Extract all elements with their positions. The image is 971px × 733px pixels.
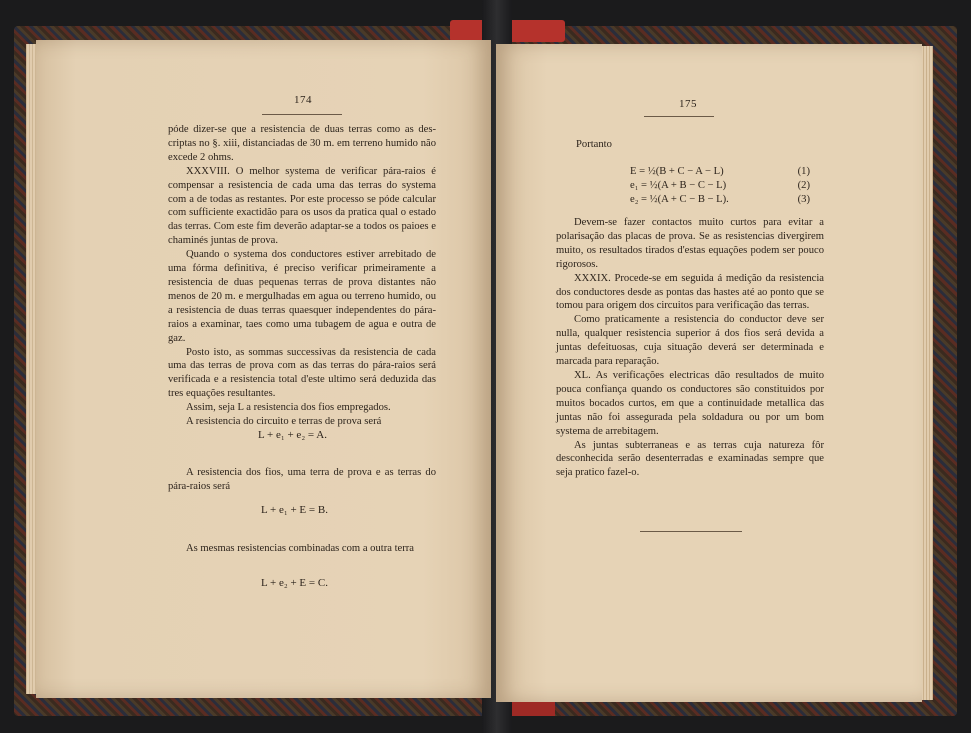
intro-line — [576, 138, 816, 152]
right-text-block — [556, 216, 824, 480]
left-page — [36, 40, 491, 698]
page-number: 174 — [294, 94, 312, 106]
equation-list — [630, 165, 810, 207]
paragraph: Como praticamente a resistencia do conductor deve ser nulla, qualquer resistencia superior á dos fios será devida a juntas defeituosas, cuja situação deverá ser determinada e marcada para reparação. — [556, 314, 824, 368]
right-page-edges — [921, 46, 933, 700]
paragraph: Assim, seja L a resistencia dos fios empregados. — [186, 402, 391, 414]
end-rule — [640, 531, 742, 532]
paragraph: A resistencia dos fios, uma terra de prova e as terras do pára-raios será — [168, 467, 436, 492]
page-number: 175 — [679, 98, 697, 110]
left-text-block-2 — [168, 466, 436, 494]
equation-number: (2) — [797, 179, 810, 191]
equation-row — [630, 165, 810, 179]
paragraph: XXXIX. Procede-se em seguida á medição da resistencia dos conductores desde as pontas das hastes até ao ponto que se tomou para origem dos circuitos para verificação das terras. — [556, 272, 824, 312]
paragraph: Devem-se fazer contactos muito curtos para evitar a polarisação das placas de prova. Se as resistencias divergirem muito, os resultados tirados d'estas equações podem ser pouco rigorosos. — [556, 217, 824, 270]
paragraph: As mesmas resistencias combinadas com a outra terra — [186, 543, 414, 554]
equation-c: L + e₂ + E = C. — [261, 577, 328, 589]
left-text-block-3 — [168, 542, 436, 556]
header-rule — [262, 114, 342, 115]
paragraph: Posto isto, as sommas successivas da resistencia de cada uma das terras de prova com as das terras do pára-raios será verificada e a resistencia total d'este ultimo será deduzida das tres equações resultantes. — [168, 346, 436, 400]
paragraph: póde dizer-se que a resistencia de duas terras como as descriptas no §. xiii, distanciadas de 30 m. em terreno humido não excede 2 ohms. — [168, 124, 436, 163]
equation-row — [630, 193, 810, 207]
equation-row — [630, 179, 810, 193]
paragraph: A resistencia do circuito e terras de prova será — [186, 416, 382, 428]
paragraph: Quando o systema dos conductores estiver arrebitado de uma fórma definitiva, é preciso verificar primeiramente a resistencia de duas pequenas terras de prova distantes não menos de 20 m. e mergulhadas em agua ou terreno humido, ou a resistencia de duas terras quaesquer independentes do pára-raios a examinar, taes como uma tubagem de agua e outra de gaz. — [168, 249, 436, 344]
paragraph: XXXVIII. O melhor systema de verificar pára-raios é compensar a resistencia de cada uma das terras do systema com a de todas as restantes. Por este processo se póde calcular com sufficiente exactidão para os usos da pratica qual o estado das terras. Com este fim deverão adaptar-se a todos os paioes e chaminés juntas de prova. — [168, 165, 436, 247]
header-rule — [644, 116, 714, 117]
right-page — [496, 44, 922, 702]
equation-number: (3) — [797, 193, 810, 205]
paragraph: As juntas subterraneas e as terras cuja natureza fôr desconhecida serão desenterradas e examinadas sempre que seja pratico fazel-o. — [556, 439, 824, 479]
equation-b: L + e₁ + E = B. — [261, 504, 328, 516]
paragraph: XL. As verificações electricas dão resultados de muito pouca confiança quando os conductores são constituidos por muitos bocados curtos, em que a continuidade metallica das juntas não foi assegurada pela soldadura ou por um bom systema de arrebitagem. — [556, 369, 824, 437]
equation-a: L + e₁ + e₂ = A. — [258, 429, 327, 441]
paragraph: Portanto — [576, 139, 612, 150]
equation-expr: e₁ = ½(A + B − C − L) — [630, 179, 727, 191]
equation-expr: E = ½(B + C − A − L) — [630, 166, 724, 177]
left-text-block — [168, 123, 436, 429]
equation-number: (1) — [797, 166, 810, 177]
equation-expr: e₂ = ½(A + C − B − L). — [630, 193, 729, 205]
